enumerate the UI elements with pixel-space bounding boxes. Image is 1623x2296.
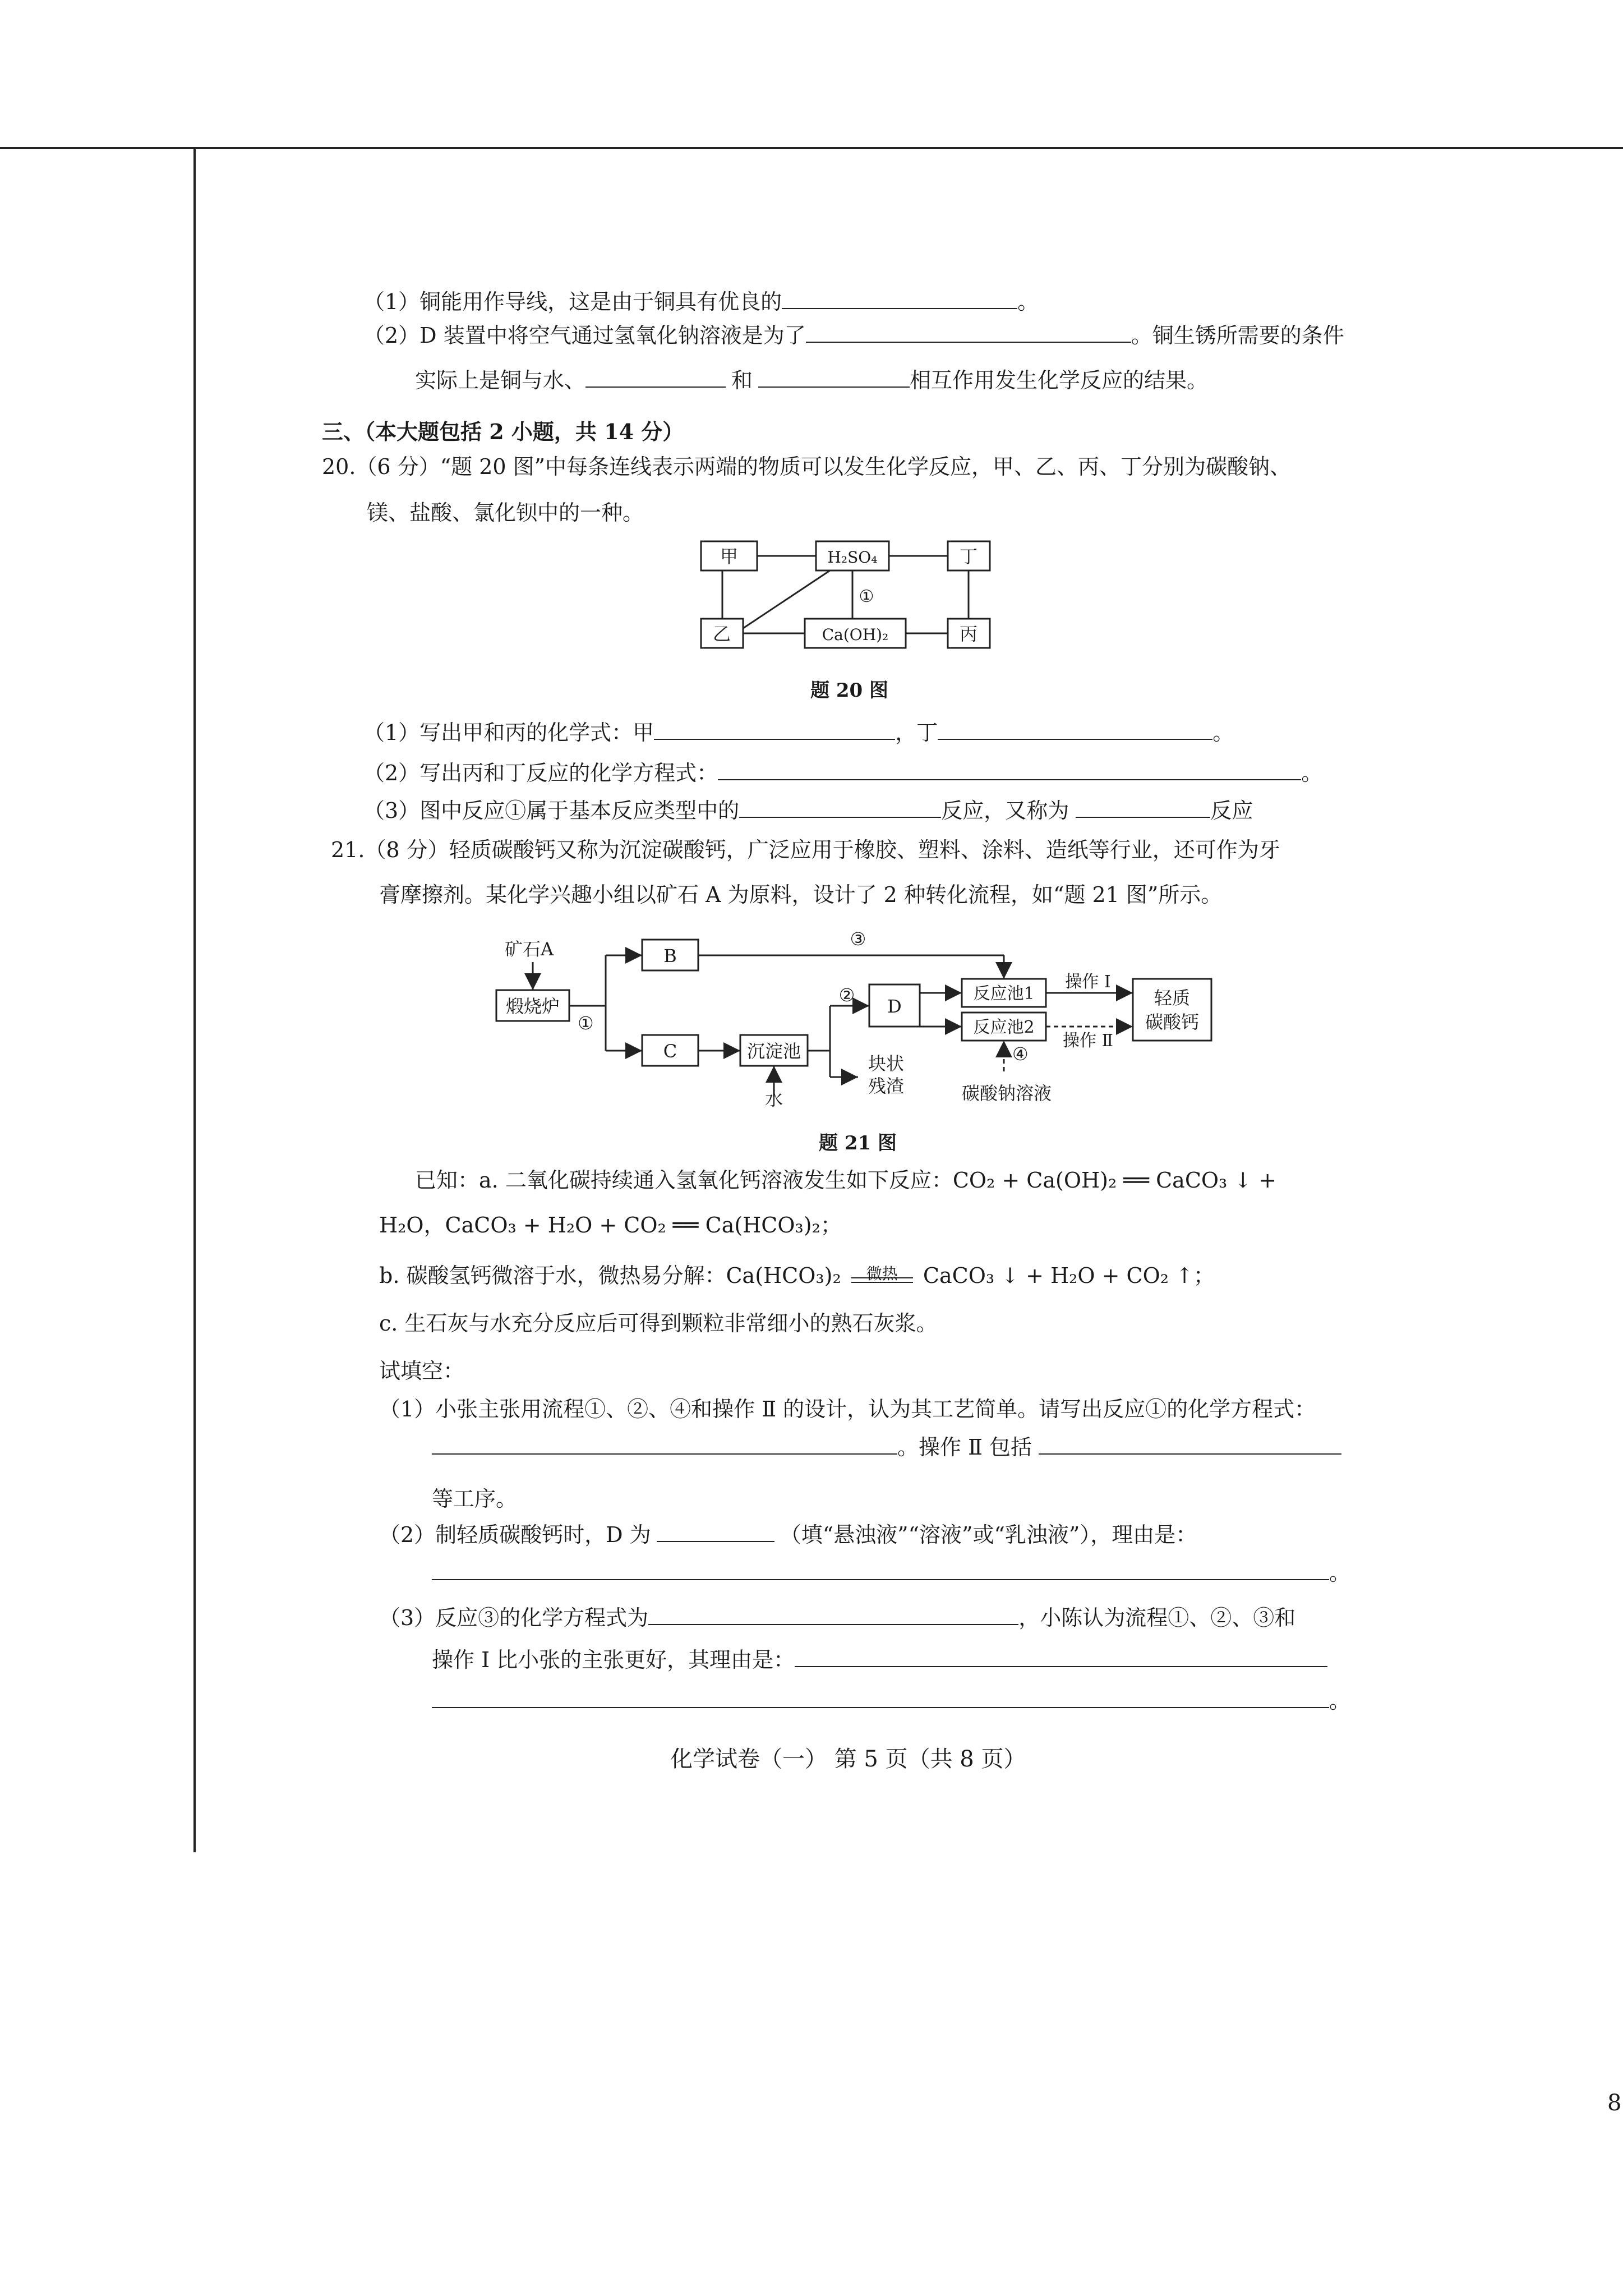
answer-blank[interactable] [782,291,1017,309]
answer-blank[interactable] [938,722,1212,740]
q21-known-c: c. 生石灰与水充分反应后可得到颗粒非常细小的熟石灰浆。 [379,1311,938,1336]
q21-known-a1: 已知：a. 二氧化碳持续通入氢氧化钙溶液发生如下反应：CO₂ + Ca(OH)₂ ══ CaCO₃ ↓ + [415,1168,1277,1193]
label-residue2: 残渣 [868,1075,905,1097]
label-pool1: 反应池1 [973,984,1035,1004]
label-reaction-1: ① [859,587,874,606]
left-rule [193,147,196,1852]
section-heading: 三、（本大题包括 2 小题，共 14 分） [322,419,684,444]
q21-caption: 题 21 图 [819,1132,897,1154]
q21-sub3-line2: 操作 Ⅰ 比小张的主张更好，其理由是： [432,1646,1327,1673]
q21-stem-line2: 膏摩擦剂。某化学兴趣小组以矿石 A 为原料，设计了 2 种转化流程，如“题 21 图”所示。 [379,882,1223,907]
page-mark: 8 [1607,2090,1622,2116]
label-step1: ① [578,1013,594,1034]
label-water: 水 [764,1088,783,1110]
equation-sign [851,1264,913,1283]
label-op2: 操作 Ⅱ [1063,1031,1113,1051]
label-jia: 甲 [720,546,739,567]
label-step2: ② [838,984,855,1006]
q21-sub3: （3）反应③的化学方程式为 ，小陈认为流程①、②、③和 [379,1605,1296,1630]
answer-blank[interactable] [648,1607,1018,1625]
q21-sub2-line2: 。 [432,1559,1350,1586]
answer-blank[interactable] [657,1524,774,1542]
answer-blank[interactable] [432,1437,897,1455]
label-pool2: 反应池2 [973,1018,1035,1037]
label-bing: 丙 [959,623,978,645]
q20-diagram [690,536,1004,662]
label-na2co3: 碳酸钠溶液 [961,1083,1052,1104]
reaction-condition: 微热 [866,1264,898,1283]
label-h2so4: H₂SO₄ [827,548,878,567]
label-product1: 轻质 [1154,987,1191,1009]
label-furnace: 煅烧炉 [505,996,560,1017]
q19-sub1: （1）铜能用作导线，这是由于铜具有优良的 。 [363,289,1039,314]
q19-sub2-cont: 实际上是铜与水、 和 相互作用发生化学反应的结果。 [415,368,1209,393]
q21-known-b: b. 碳酸氢钙微溶于水，微热易分解：Ca(HCO₃)₂ 微热 CaCO₃ ↓ + H₂O + CO₂ ↑； [379,1262,1215,1289]
label-residue1: 块状 [868,1053,905,1074]
label-caoh2: Ca(OH)₂ [822,625,889,644]
q21-sub1-line3: 等工序。 [432,1487,518,1511]
q21-sub1: （1）小张主张用流程①、②、④和操作 Ⅱ 的设计，认为其工艺简单。请写出反应①的化学方程式： [379,1397,1316,1421]
q20-stem-line2: 镁、盐酸、氯化钡中的一种。 [367,500,644,525]
q19-sub2: （2）D 装置中将空气通过氢氧化钠溶液是为了 。铜生锈所需要的条件 [363,323,1344,348]
label-ding: 丁 [959,546,978,567]
label-C: C [663,1041,677,1062]
label-op1: 操作 Ⅰ [1065,972,1111,992]
q20-sub1: （1）写出甲和丙的化学式：甲 ，丁 。 [363,720,1234,745]
q21-sub2: （2）制轻质碳酸钙时，D 为 （填“悬浊液”“溶液”或“乳浊液”），理由是： [379,1522,1197,1547]
q21-fill-label: 试填空： [379,1359,465,1383]
label-step4: ④ [1012,1043,1029,1065]
q21-known-a2: H₂O，CaCO₃ + H₂O + CO₂ ══ Ca(HCO₃)₂； [379,1213,842,1237]
label-settle: 沉淀池 [746,1041,801,1062]
label-product2: 碳酸钙 [1145,1011,1200,1033]
label-B: B [663,945,677,967]
q20-sub3: （3）图中反应①属于基本反应类型中的 反应，又称为 反应 [363,798,1253,823]
q20-sub2: （2）写出丙和丁反应的化学方程式： 。 [363,761,1323,785]
answer-blank[interactable] [432,1562,1329,1580]
answer-blank[interactable] [739,800,941,818]
answer-blank[interactable] [1039,1437,1341,1455]
label-D: D [887,996,902,1017]
answer-blank[interactable] [758,370,910,388]
label-step3: ③ [850,928,866,950]
q21-stem-line1: 21.（8 分）轻质碳酸钙又称为沉淀碳酸钙，广泛应用于橡胶、塑料、涂料、造纸等行业，还可作为牙 [331,838,1280,862]
answer-blank[interactable] [1076,800,1210,818]
answer-blank[interactable] [654,722,895,740]
answer-blank[interactable] [585,370,726,388]
answer-blank[interactable] [718,762,1301,780]
q20-stem-line1: 20.（6 分）“题 20 图”中每条连线表示两端的物质可以发生化学反应，甲、乙、丙、丁分别为碳酸钠、 [322,454,1292,479]
link-yi-h2so4 [743,570,830,628]
label-yi: 乙 [712,623,731,645]
q20-caption: 题 20 图 [810,679,888,702]
top-rule [0,147,1623,149]
answer-blank[interactable] [795,1649,1327,1667]
q21-sub1-line2: 。操作 Ⅱ 包括 [432,1434,1341,1461]
q21-flowchart [488,923,1234,1111]
page-footer: 化学试卷（一） 第 5 页（共 8 页） [670,1746,1026,1772]
label-ore: 矿石A [505,938,554,960]
answer-blank[interactable] [806,325,1131,343]
answer-blank[interactable] [432,1690,1329,1708]
q21-sub3-line3: 。 [432,1687,1350,1714]
